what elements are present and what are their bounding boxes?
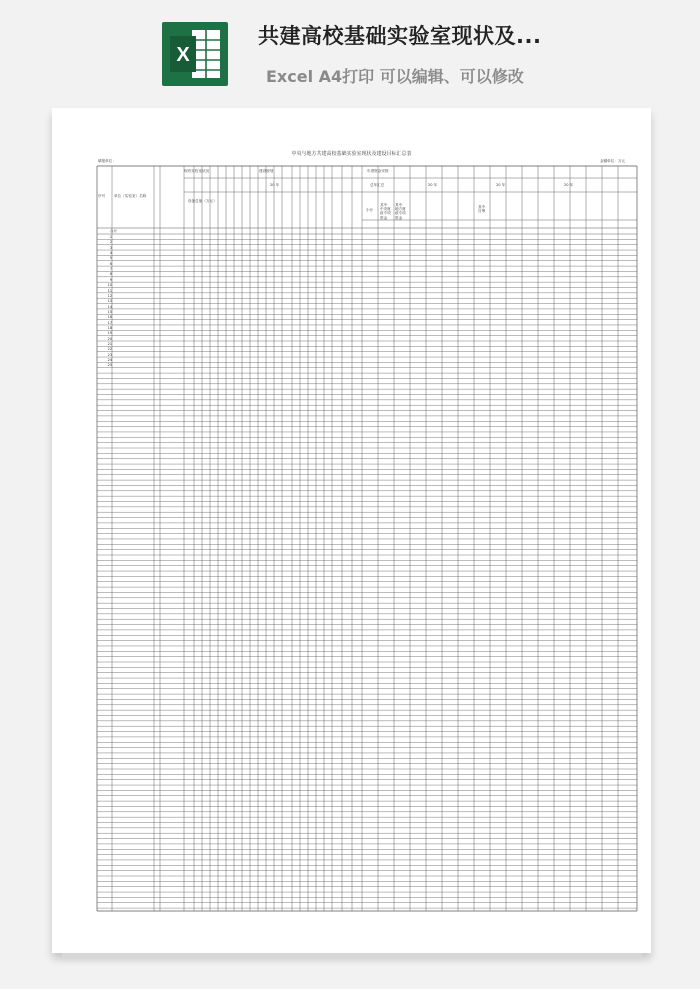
sheet-title: 中央与地方共建高校基础实验室现状及建设目标汇总表 bbox=[291, 151, 412, 157]
column-seq: 序号 bbox=[98, 194, 106, 198]
column-central: 其中：中央财政专项资金 bbox=[380, 203, 391, 220]
row-number: 4 bbox=[109, 251, 112, 256]
svg-text:X: X bbox=[176, 44, 190, 66]
row-number: 21 bbox=[107, 342, 112, 346]
column-year-b: 20 年 bbox=[496, 183, 506, 187]
column-basic-info: 现有实验室状况 bbox=[184, 169, 210, 173]
row-number: 6 bbox=[109, 261, 112, 266]
row-number: 16 bbox=[107, 315, 112, 320]
document-subtitle: Excel A4打印 可以编辑、可以修改 bbox=[266, 67, 524, 86]
column-subtotal: 小计 bbox=[366, 208, 374, 212]
row-number: 24 bbox=[107, 358, 112, 363]
column-build-plan: 建设规划 bbox=[259, 169, 274, 173]
page-header bbox=[0, 0, 700, 100]
row-number: 1 bbox=[109, 235, 112, 239]
row-number: 25 bbox=[107, 363, 112, 368]
fill-unit-label: 填报单位： bbox=[98, 159, 116, 163]
row-number: 11 bbox=[107, 288, 112, 293]
row-number: 19 bbox=[107, 331, 112, 336]
row-number: 7 bbox=[109, 267, 112, 272]
column-total: 总年汇总 bbox=[370, 183, 385, 187]
spreadsheet-preview bbox=[52, 108, 651, 953]
row-number: 3 bbox=[109, 245, 112, 250]
row-number: 15 bbox=[107, 309, 112, 314]
total-row-label: 合计 bbox=[110, 229, 118, 233]
column-year-a: 20 年 bbox=[428, 183, 438, 187]
row-number: 20 bbox=[107, 336, 112, 341]
row-number: 5 bbox=[109, 256, 112, 261]
row-number: 10 bbox=[107, 283, 112, 288]
row-number: 8 bbox=[109, 272, 112, 277]
column-funding: 年度资金安排 bbox=[367, 169, 389, 173]
row-number: 22 bbox=[107, 347, 112, 352]
row-number: 2 bbox=[109, 240, 112, 245]
row-number: 12 bbox=[107, 293, 112, 298]
document-title: 共建高校基础实验室现状及... bbox=[258, 24, 542, 48]
column-local: 其中：地方财政专项资金 bbox=[395, 203, 406, 220]
sheet-shadow bbox=[62, 953, 642, 963]
column-self: 其中：自筹 bbox=[478, 205, 489, 214]
column-year-c: 20 年 bbox=[564, 183, 574, 187]
row-number: 23 bbox=[107, 352, 112, 357]
column-lab-name: 单位（实验室）名称 bbox=[114, 194, 147, 198]
row-number: 9 bbox=[109, 277, 112, 282]
row-number: 18 bbox=[107, 325, 112, 330]
row-number: 13 bbox=[107, 299, 112, 304]
excel-icon bbox=[162, 22, 228, 86]
amount-unit-label: 金额单位：万元 bbox=[600, 159, 626, 163]
column-equip-value: 设备总值（万元） bbox=[188, 199, 217, 203]
row-number: 17 bbox=[107, 320, 112, 325]
row-number: 14 bbox=[107, 304, 112, 309]
table-grid bbox=[52, 108, 651, 953]
column-year-d: 20 年 bbox=[270, 183, 280, 187]
